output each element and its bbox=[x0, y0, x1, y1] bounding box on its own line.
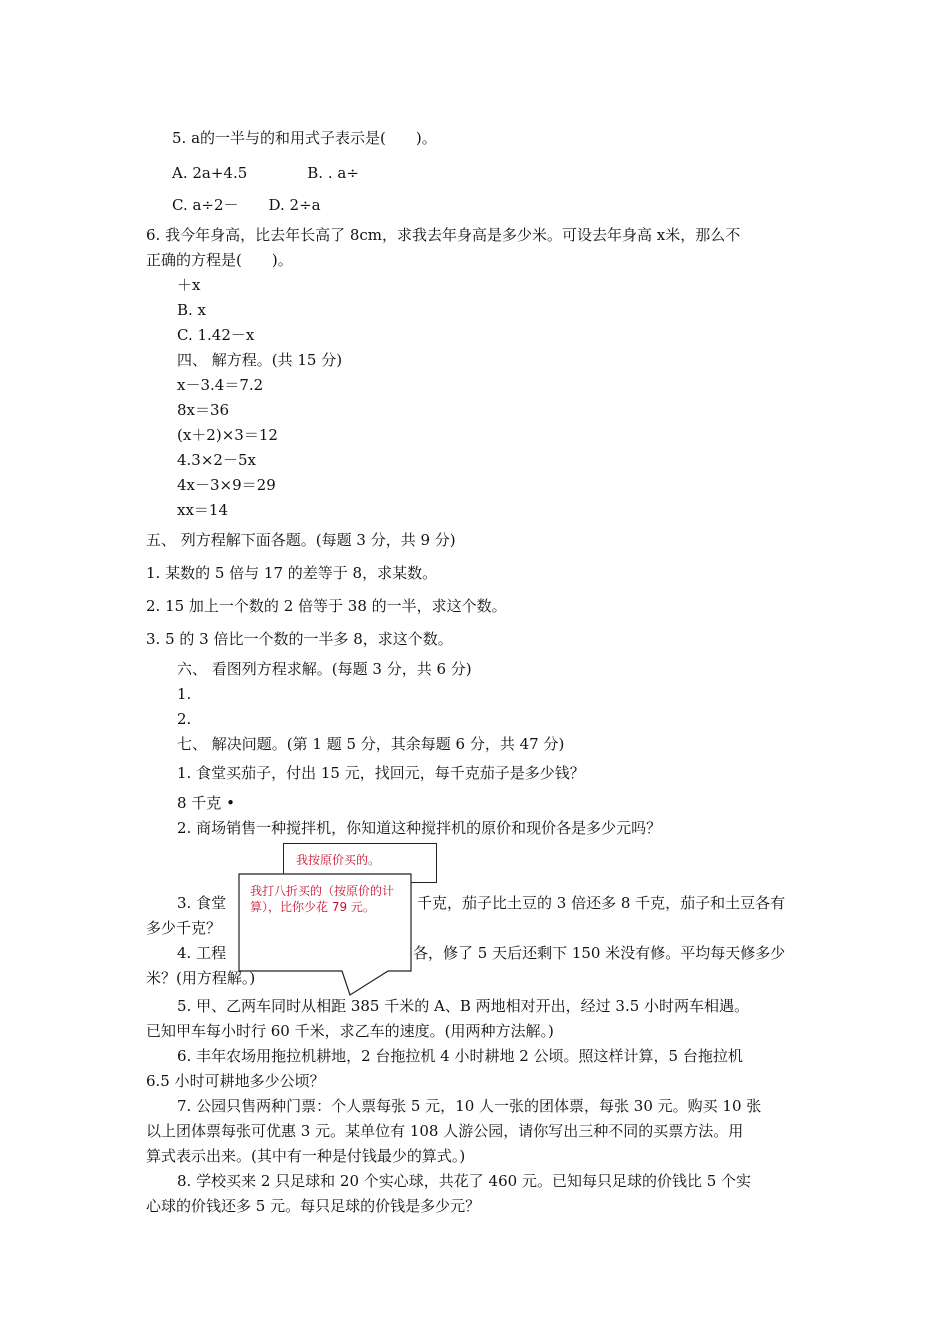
section-7-heading: 七、 解决问题。(第 1 题 5 分，其余每题 6 分，共 47 分) bbox=[177, 735, 565, 753]
question-6-line2: 正确的方程是( )。 bbox=[146, 251, 293, 269]
section-7-problem-5-line2: 已知甲车每小时行 60 千米，求乙车的速度。(用两种方法解。) bbox=[146, 1022, 554, 1040]
section-7-problem-3-start: 3. 食堂 bbox=[177, 894, 227, 912]
section-5-heading: 五、 列方程解下面各题。(每题 3 分，共 9 分) bbox=[146, 531, 456, 549]
section-7-problem-7-line1: 7. 公园只售两种门票：个人票每张 5 元，10 人一张的团体票，每张 30 元。购买 10 张 bbox=[177, 1097, 762, 1115]
section-7-problem-7-line2: 以上团体票每张可优惠 3 元。某单位有 108 人游公园，请你写出三种不同的买票方法。用 bbox=[146, 1122, 744, 1140]
question-6-option-b: B. x bbox=[177, 301, 207, 319]
question-5: 5. a的一半与的和用式子表示是( )。 bbox=[172, 129, 437, 147]
question-6-option-a: ＋x bbox=[177, 276, 201, 294]
section-7-problem-3-end: 多少千克？ bbox=[146, 919, 222, 937]
section-6-heading: 六、 看图列方程求解。(每题 3 分，共 6 分) bbox=[177, 660, 472, 678]
section-7-problem-2: 2. 商场销售一种搅拌机，你知道这种搅拌机的原价和现价各是多少元吗？ bbox=[177, 819, 662, 837]
speech-text-discount: 我打八折买的（按原价的计算），比你少花 79 元。 bbox=[250, 884, 395, 914]
equation-6: xx＝14 bbox=[177, 501, 229, 519]
section-7-problem-4-end: 米？(用方程解。) bbox=[146, 969, 256, 987]
section-7-problem-8-line2: 心球的价钱还多 5 元。每只足球的价钱是多少元？ bbox=[146, 1197, 481, 1215]
section-7-problem-4-rest: 各，修了 5 天后还剩下 150 米没有修。平均每天修多少 bbox=[413, 944, 786, 962]
section-7-problem-8-line1: 8. 学校买来 2 只足球和 20 个实心球，共花了 460 元。已知每只足球的价钱比 5 个实 bbox=[177, 1172, 752, 1190]
question-6-line1: 6. 我今年身高，比去年长高了 8cm，求我去年身高是多少米。可设去年身高 x米，那么不 bbox=[146, 226, 741, 244]
section-7-problem-1-weight: 8 千克 • bbox=[177, 794, 235, 812]
section-7-problem-3-rest: 千克，茄子比土豆的 3 倍还多 8 千克，茄子和土豆各有 bbox=[417, 894, 786, 912]
section-5-problem-3: 3. 5 的 3 倍比一个数的一半多 8，求这个数。 bbox=[146, 630, 453, 648]
equation-2: 8x＝36 bbox=[177, 401, 230, 419]
section-5-problem-1: 1. 某数的 5 倍与 17 的差等于 8，求某数。 bbox=[146, 564, 438, 582]
section-6-item-1: 1. bbox=[177, 685, 192, 703]
question-5-options-ab: A. 2a+4.5 B. . a÷ bbox=[172, 164, 359, 182]
equation-3: (x＋2)×3＝12 bbox=[177, 426, 278, 444]
equation-1: x－3.4＝7.2 bbox=[177, 376, 264, 394]
equation-4: 4.3×2－5x bbox=[177, 451, 256, 469]
section-7-problem-7-line3: 算式表示出来。(其中有一种是付钱最少的算式。) bbox=[146, 1147, 466, 1165]
section-7-problem-6-line1: 6. 丰年农场用拖拉机耕地，2 台拖拉机 4 小时耕地 2 公顷。照这样计算，5 台拖拉机 bbox=[177, 1047, 743, 1065]
section-7-problem-6-line2: 6.5 小时可耕地多少公顷？ bbox=[146, 1072, 325, 1090]
section-7-problem-5-line1: 5. 甲、乙两车同时从相距 385 千米的 A、B 两地相对开出，经过 3.5 小时两车相遇。 bbox=[177, 997, 750, 1015]
equation-5: 4x－3×9＝29 bbox=[177, 476, 276, 494]
question-5-options-cd: C. a÷2－ D. 2÷a bbox=[172, 196, 321, 214]
question-6-option-c: C. 1.42－x bbox=[177, 326, 255, 344]
section-6-item-2: 2. bbox=[177, 710, 192, 728]
speech-text-original-price: 我按原价买的。 bbox=[296, 853, 381, 867]
section-7-problem-1: 1. 食堂买茄子，付出 15 元，找回元，每千克茄子是多少钱？ bbox=[177, 764, 585, 782]
section-4-heading: 四、 解方程。(共 15 分) bbox=[177, 351, 343, 369]
section-7-problem-4-start: 4. 工程 bbox=[177, 944, 227, 962]
section-5-problem-2: 2. 15 加上一个数的 2 倍等于 38 的一半，求这个数。 bbox=[146, 597, 507, 615]
